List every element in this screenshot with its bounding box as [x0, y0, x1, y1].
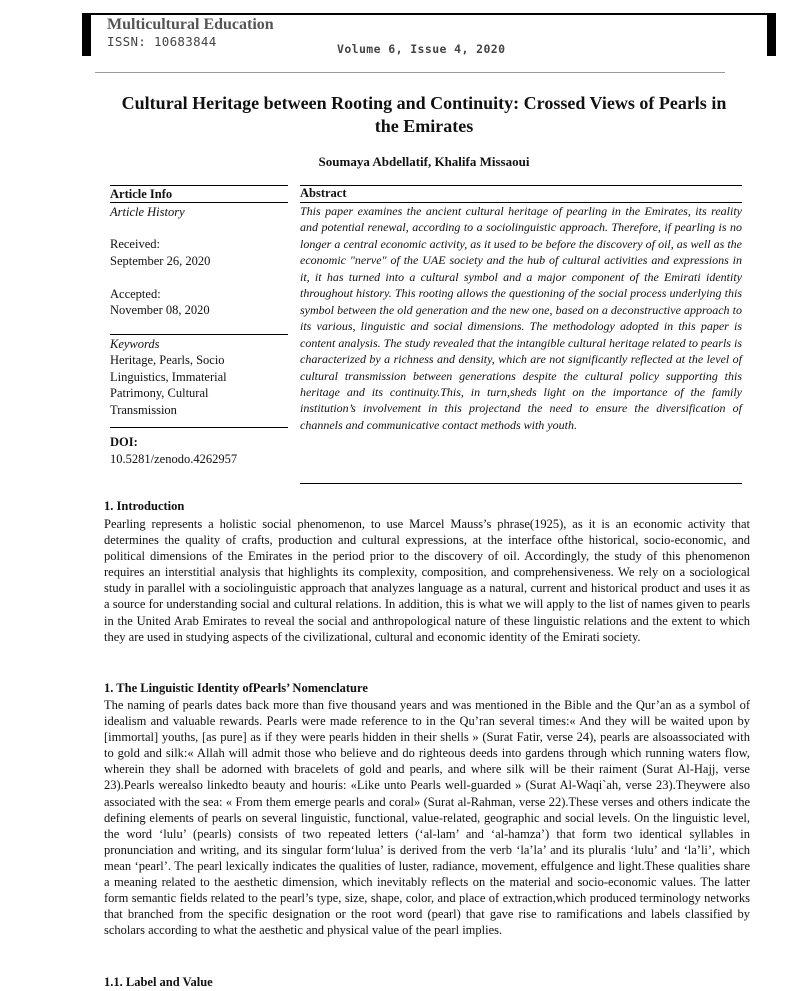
article-history-label: Article History [110, 205, 185, 219]
linguistic-identity-text: The naming of pearls dates back more than five thousand years and was mentioned in the Bible and the Qur’an as a symbol of idealism and valuable rewards. Pearls were made reference to in the Qu’ran several times:« And they will be waited upon by [immortal] youths, [as pure] as if they were pearls hidden in their shells » (Surat Fatir, verse 24), pearls are alsoassociated with to gold and silk:« Allah will admit those who believe and do righteous deeds into gardens through which running waters flow, wherein they shall be adorned with bracelets of gold and pearls, and where silk will be their raiment (Surat Al-Hajj, verse 23).Pearls werealso linkedto beauty and houris: «Like unto Pearls well-guarded » (Surat Al-Waqi`ah, verse 23).Theywere also associated with the sea: « From them emerge pearls and coral» (Surat al-Rahman, verse 22).These verses and others indicate the defining elements of pearls on several linguistic, functional, value-related, geographic and social levels. On the linguistic level, the word ‘lulu’ (pearls) consists of two repeated letters (‘al-lam’ and ‘al-hamza’) that form two identical syllables in pronunciation and writing, and its singular form‘lulua’ is derived from the verb ‘la’la’ and its pluralis ‘lulu’ and ‘la’li’, which mean ‘pearl’. The pearl lexically indicates the qualities of luster, radiance, movement, effulgence and light.These qualities share a meaning related to the aesthetic dimension, which inevitably reflects on the material and socio-economic values. The latter form semantic fields related to the pearl’s type, size, shape, color, and place of extraction,which produced terminology networks that branched from the specific designation or the root word (pearl) that gave rise to ramifications and labels classified by scholars according to what the aesthetic and physical value of the pearl implies. [104, 698, 750, 938]
received-label: Received: [110, 237, 160, 251]
issn: ISSN: 10683844 [107, 34, 217, 49]
volume-issue: Volume 6, Issue 4, 2020 [337, 42, 506, 56]
introduction-text: Pearling represents a holistic social phenomenon, to use Marcel Mauss’s phrase(1925), as it is an economic activity that determines the quality of crafts, production and cultural expressions, at the interface ofthe historical, socio-economic, and political dimensions of the Emirates in the period prior to the discovery of oil. Accordingly, the study of this phenomenon requires an interstitial analysis that highlights its complexity, composition, and comprehensiveness. We rely on a sociological study in parallel with a sociolinguistic approach that analyzes language as a natural, current and historical product and uses it as a source for understanding social and cultural relations. In addition, this is what we will apply to the list of names given to pearls in the United Arab Emirates to reveal the social and anthropological nature of these linguistic relations and the extent to which they are used in studying aspects of the civilizational, cultural and economic identity of the Emirati society. [104, 517, 750, 644]
abstract-text: This paper examines the ancient cultural heritage of pearling in the Emirates, its reality and potential renewal, according to a sociolinguistic approach. Therefore, if pearling is no longer a central economic activity, as it used to be before the discovery of oil, as well as the economic "nerve" of the UAE society and the hub of cultural activities and expressions in it, it has turned into a cultural symbol and a major component of the Emirati identity throughout history. This rooting allows the questioning of the social process underlying this symbol between the old generation and the new one, based on a deconstructive approach to its various, linguistic and social dimensions. The methodology adopted in this paper is content analysis. The study revealed that the intangible cultural heritage related to pearls is characterized by a richness and density, which are not significantly reflected at the level of cultural transmission between generations despite the cultural policy supporting this heritage and its continuity.This, in turn,sheds light on the importance of the family institution’s involvement in this projectand the need to ensure the diversification of channels and communicative contact methods with youth. [300, 204, 742, 432]
journal-name: Multicultural Education [107, 16, 274, 33]
accepted-label: Accepted: [110, 287, 161, 301]
article-info-heading: Article Info [110, 187, 173, 201]
header-left-bar [82, 13, 91, 56]
linguistic-identity-heading: 1. The Linguistic Identity ofPearls’ Nomenclature [104, 681, 368, 695]
keywords-rule [110, 334, 288, 335]
keywords-list: Heritage, Pearls, Socio Linguistics, Immaterial Patrimony, Cultural Transmission [110, 353, 227, 417]
abstract-bottom-rule [300, 483, 742, 484]
paper-authors: Soumaya Abdellatif, Khalifa Missaoui [318, 154, 530, 169]
keywords-label: Keywords [110, 337, 160, 351]
abstract-heading: Abstract [300, 186, 347, 200]
header-divider [95, 72, 725, 73]
doi-value: 10.5281/zenodo.4262957 [110, 452, 238, 466]
received-date: September 26, 2020 [110, 254, 211, 268]
doi-label: DOI: [110, 435, 138, 449]
paper-title: Cultural Heritage between Rooting and Continuity: Crossed Views of Pearls in the Emirates [121, 93, 727, 136]
article-info-table [110, 185, 746, 485]
label-value-heading: 1.1. Label and Value [104, 975, 213, 989]
accepted-date: November 08, 2020 [110, 303, 210, 317]
header-right-bar [767, 13, 776, 56]
header-top-rule [91, 13, 767, 15]
introduction-heading: 1. Introduction [104, 499, 185, 513]
doi-rule [110, 427, 288, 428]
